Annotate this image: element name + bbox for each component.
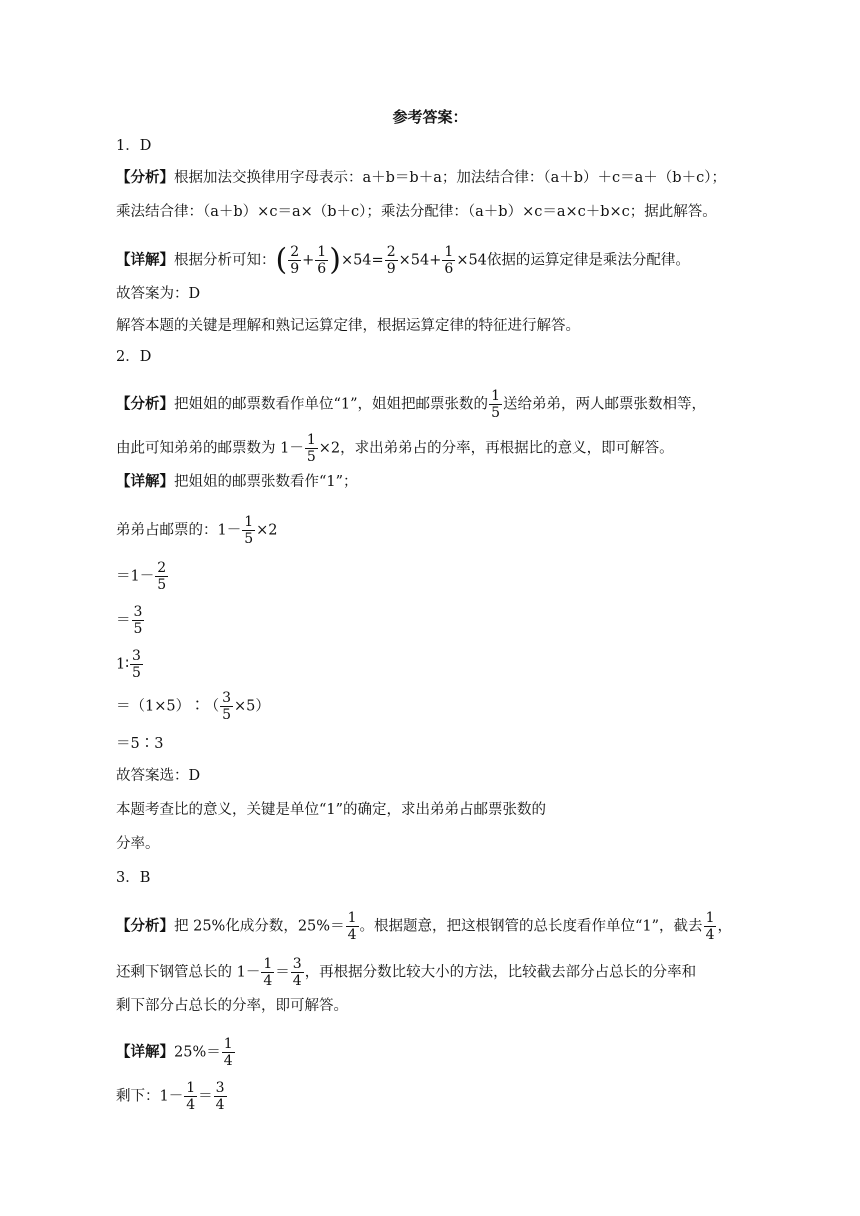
fraction-1-4-b: $\frac{1}{4}$: [705, 910, 715, 943]
q2-detail-text: 把姐姐的邮票张数看作“1”；: [174, 474, 358, 490]
fraction-2-9-b: $\frac{2}{9}$: [386, 244, 396, 277]
q2-analysis-text2a: 由此可知弟弟的邮票数为 1－: [116, 440, 304, 457]
q2-step5: ＝（1×5）∶（ $\frac{3}{5}$ ×5）: [116, 690, 270, 723]
analysis-tag: 【分析】: [116, 169, 174, 186]
fraction-1-4: $\frac{1}{4}$: [347, 910, 357, 943]
q3-analysis-line1: 【分析】把 25%化成分数，25%＝ $\frac{1}{4}$ 。根据题意，把这根钢管的总长度看作单位“1”，截去 $\frac{1}{4}$ ，: [116, 910, 732, 943]
q1-analysis-line2: 乘法结合律：（a＋b）×c＝a×（b＋c）；乘法分配律：（a＋b）×c＝a×c＋b×c；据此解答。: [116, 204, 717, 220]
q3-analysis-line2: 还剩下钢管总长的 1－ $\frac{1}{4}$ ＝ $\frac{3}{4}$ ，再根据分数比较大小的方法，比较截去部分占总长的分率和: [116, 956, 697, 989]
times-54-b: ×54: [398, 252, 430, 269]
fraction-1-4-c: $\frac{1}{4}$: [263, 956, 273, 989]
fraction-1-5: $\frac{1}{5}$: [491, 388, 500, 421]
equals-sign: =: [371, 252, 384, 269]
q2-answer: 故答案选：D: [116, 768, 201, 784]
q3-analysis-line3: 剩下部分占总长的分率，即可解答。: [116, 998, 348, 1014]
q1-analysis-line1: [116, 168, 726, 188]
right-paren: ): [329, 242, 341, 278]
fraction-1-5-c: $\frac{1}{5}$: [244, 514, 254, 547]
q2-step4: 1∶ $\frac{3}{5}$: [116, 648, 141, 681]
detail-tag: 【详解】: [116, 1043, 174, 1061]
page-title: 参考答案：: [392, 108, 468, 126]
fraction-2-5: $\frac{2}{5}$: [157, 560, 167, 593]
q2-analysis-line1: [116, 388, 706, 421]
q2-analysis-text1b: 送给弟弟，两人邮票张数相等，: [502, 396, 706, 413]
q1-number: 1．D: [116, 138, 152, 154]
q1-analysis-text1: 根据加法交换律用字母表示：a＋b＝b＋a；加法结合律：（a＋b）＋c＝a＋（b＋c）；: [174, 170, 726, 186]
fraction-3-5-c: $\frac{3}{5}$: [222, 690, 232, 723]
left-paren: (: [275, 242, 288, 278]
detail-tag: 【详解】: [116, 473, 174, 490]
q1-note: 解答本题的关键是理解和熟记运算定律，根据运算定律的特征进行解答。: [116, 318, 580, 334]
q2-analysis-text2b: ×2，求出弟弟占的分率，再根据比的意义，即可解答。: [318, 440, 674, 457]
q2-note-line1: 本题考查比的意义，关键是单位“1”的确定，求出弟弟占邮票张数的: [116, 802, 547, 818]
fraction-3-4-b: $\frac{3}{4}$: [215, 1080, 225, 1113]
q2-analysis-text1a: 把姐姐的邮票数看作单位“1”，姐姐把邮票张数的: [174, 396, 489, 413]
analysis-tag: 【分析】: [116, 395, 174, 413]
fraction-1-6-b: $\frac{1}{6}$: [444, 244, 454, 277]
times-54-c: ×54: [456, 252, 487, 269]
q3-detail-line2: 剩下：1－ $\frac{1}{4}$ ＝ $\frac{3}{4}$: [116, 1080, 225, 1113]
plus-sign: +: [302, 252, 315, 269]
fraction-1-4-e: $\frac{1}{4}$: [186, 1080, 196, 1113]
q1-detail-line: [116, 244, 690, 277]
q2-note-line2: 分率。: [116, 836, 160, 852]
q2-step1: 弟弟占邮票的：1－ $\frac{1}{5}$ ×2: [116, 514, 278, 547]
fraction-2-9: $\frac{2}{9}$: [290, 244, 300, 277]
q2-number: 2．D: [116, 349, 152, 365]
q3-detail-line1: 【详解】25%＝ $\frac{1}{4}$: [116, 1036, 233, 1069]
fraction-1-6: $\frac{1}{6}$: [317, 244, 327, 277]
plus-sign-b: +: [429, 252, 442, 269]
q3-number: 3．B: [116, 870, 151, 886]
q2-analysis-line2: [116, 432, 674, 465]
q2-detail-line: [116, 472, 358, 492]
fraction-1-4-d: $\frac{1}{4}$: [223, 1036, 233, 1069]
q2-step3: ＝ $\frac{3}{5}$: [116, 604, 143, 637]
q1-answer: 故答案为：D: [116, 286, 201, 302]
fraction-1-5-b: $\frac{1}{5}$: [306, 432, 316, 465]
q2-step2: ＝1－ $\frac{2}{5}$: [116, 560, 167, 593]
q2-step6: ＝5∶3: [116, 736, 164, 752]
q1-detail-post: 依据的运算定律是乘法分配律。: [486, 252, 690, 269]
detail-tag: 【详解】: [116, 251, 174, 269]
analysis-tag: 【分析】: [116, 917, 174, 935]
q1-detail-pre: 根据分析可知：: [174, 252, 276, 269]
fraction-3-5: $\frac{3}{5}$: [133, 604, 143, 637]
fraction-3-5-b: $\frac{3}{5}$: [132, 648, 141, 681]
times-54: ×54: [340, 252, 372, 269]
fraction-3-4: $\frac{3}{4}$: [292, 956, 302, 989]
